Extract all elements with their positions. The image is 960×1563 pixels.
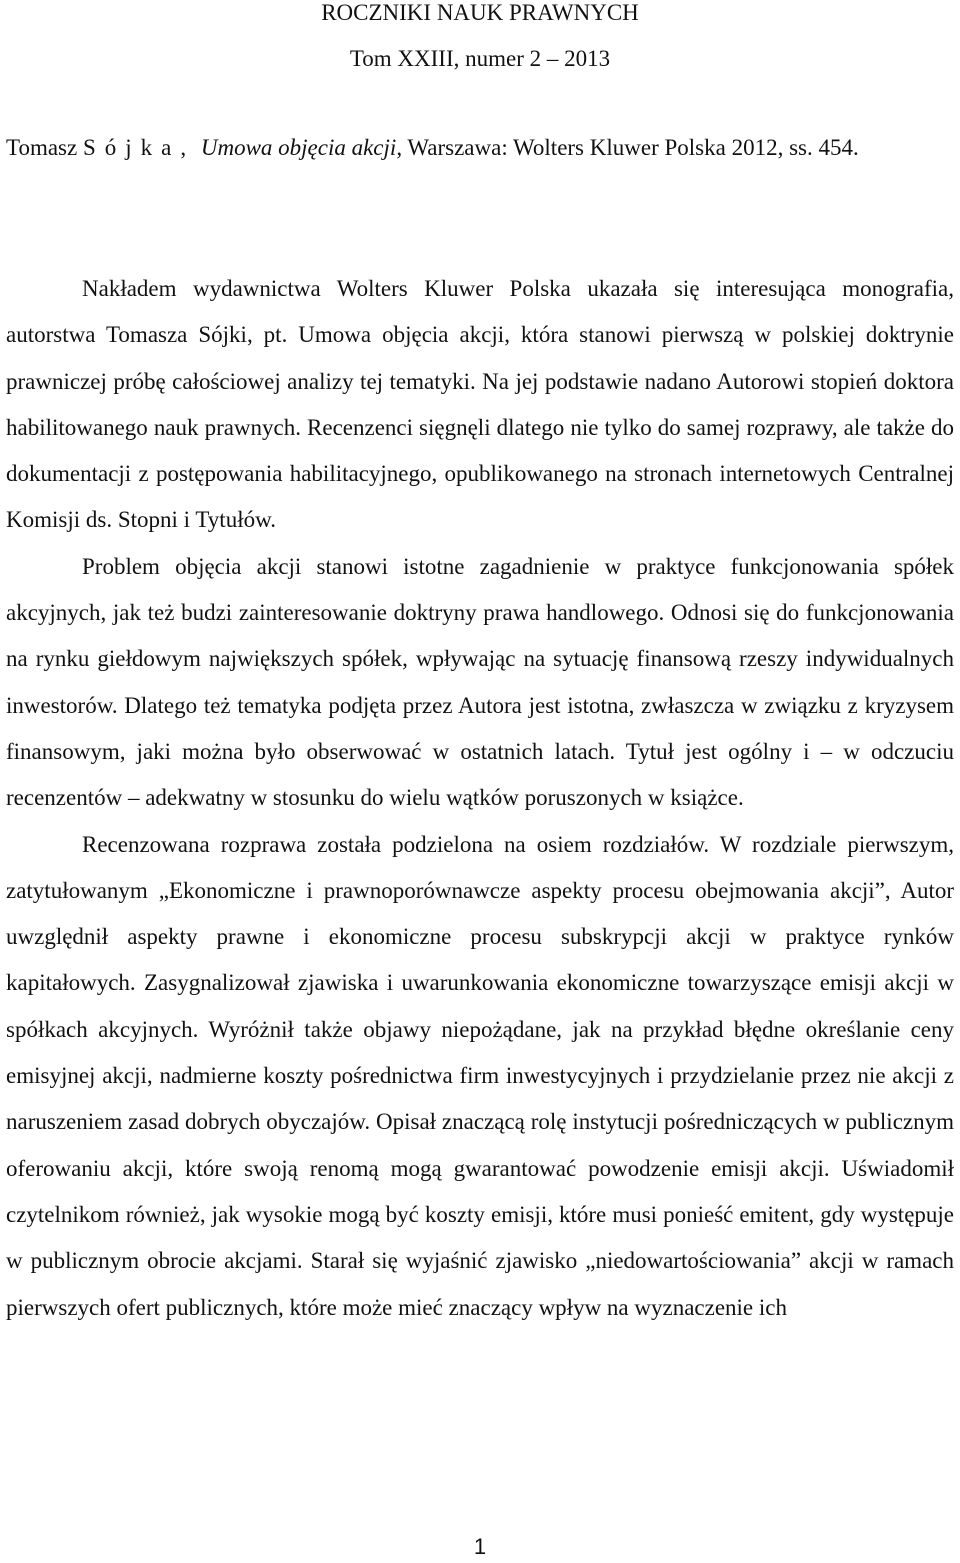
- author-last-name: Sójka,: [82, 135, 196, 160]
- review-body: [6, 266, 954, 1331]
- publisher-info: , Warszawa: Wolters Kluwer Polska 2012, ss. 454.: [396, 135, 859, 160]
- journal-title: ROCZNIKI NAUK PRAWNYCH: [321, 0, 639, 25]
- paragraph: Nakładem wydawnictwa Wolters Kluwer Polska ukazała się interesująca monografia, autorstwa Tomasza Sójki, pt. Umowa objęcia akcji, która stanowi pierwszą w polskiej doktrynie prawniczej próbę całościowej analizy tej tematyki. Na jej podstawie nadano Autorowi stopień doktora habilitowanego nauk prawnych. Recenzenci sięgnęli dlatego nie tylko do samej rozprawy, ale także do dokumentacji z postępowania habilitacyjnego, opublikowanego na stronach internetowych Centralnej Komisji ds. Stopni i Tytułów.: [6, 276, 954, 533]
- paragraph: Problem objęcia akcji stanowi istotne zagadnienie w praktyce funkcjonowania spółek akcyjnych, jak też budzi zainteresowanie doktryny prawa handlowego. Odnosi się do funkcjonowania na rynku giełdowym największych spółek, wpływając na sytuację finansową rzeszy indywidualnych inwestorów. Dlatego też tematyka podjęta przez Autora jest istotna, zwłaszcza w związku z kryzysem finansowym, jaki można było obserwować w ostatnich latach. Tytuł jest ogólny i – w odczuciu recenzentów – adekwatny w stosunku do wielu wątków poruszonych w książce.: [6, 553, 954, 811]
- page-number: 1: [473, 1534, 487, 1559]
- paragraph: Recenzowana rozprawa została podzielona na osiem rozdziałów. W rozdziale pierwszym, zatytułowanym „Ekonomiczne i prawnoporównawcze aspekty procesu obejmowania akcji”, Autor uwzględnił aspekty prawne i ekonomiczne procesu subskrypcji akcji w praktyce rynków kapitałowych. Zasygnalizował zjawiska i uwarunkowania ekonomiczne towarzyszące emisji akcji w spółkach akcyjnych. Wyróżnił także objawy niepożądane, jak na przykład błędne określanie ceny emisyjnej akcji, nadmierne koszty pośrednictwa firm inwestycyjnych i przydzielanie przez nie akcji z naruszeniem zasad dobrych obyczajów. Opisał znaczącą rolę instytucji pośredniczących w publicznym oferowaniu akcji, które swoją renomą mogą gwarantować powodzenie emisji akcji. Uświadomił czytelnikom również, jak wysokie mogą być koszty emisji, które musi ponieść emitent, gdy występuje w publicznym obrocie akcjami. Starał się wyjaśnić zjawisko „niedowartościowania” akcji w ramach pierwszych ofert publicznych, które może mieć znaczący wpływ na wyznaczenie ich: [6, 831, 954, 1320]
- book-citation: [6, 130, 954, 165]
- book-title: Umowa objęcia akcji: [200, 135, 397, 160]
- author-first-name: Tomasz: [6, 135, 78, 160]
- volume-info: Tom XXIII, numer 2 – 2013: [349, 46, 611, 71]
